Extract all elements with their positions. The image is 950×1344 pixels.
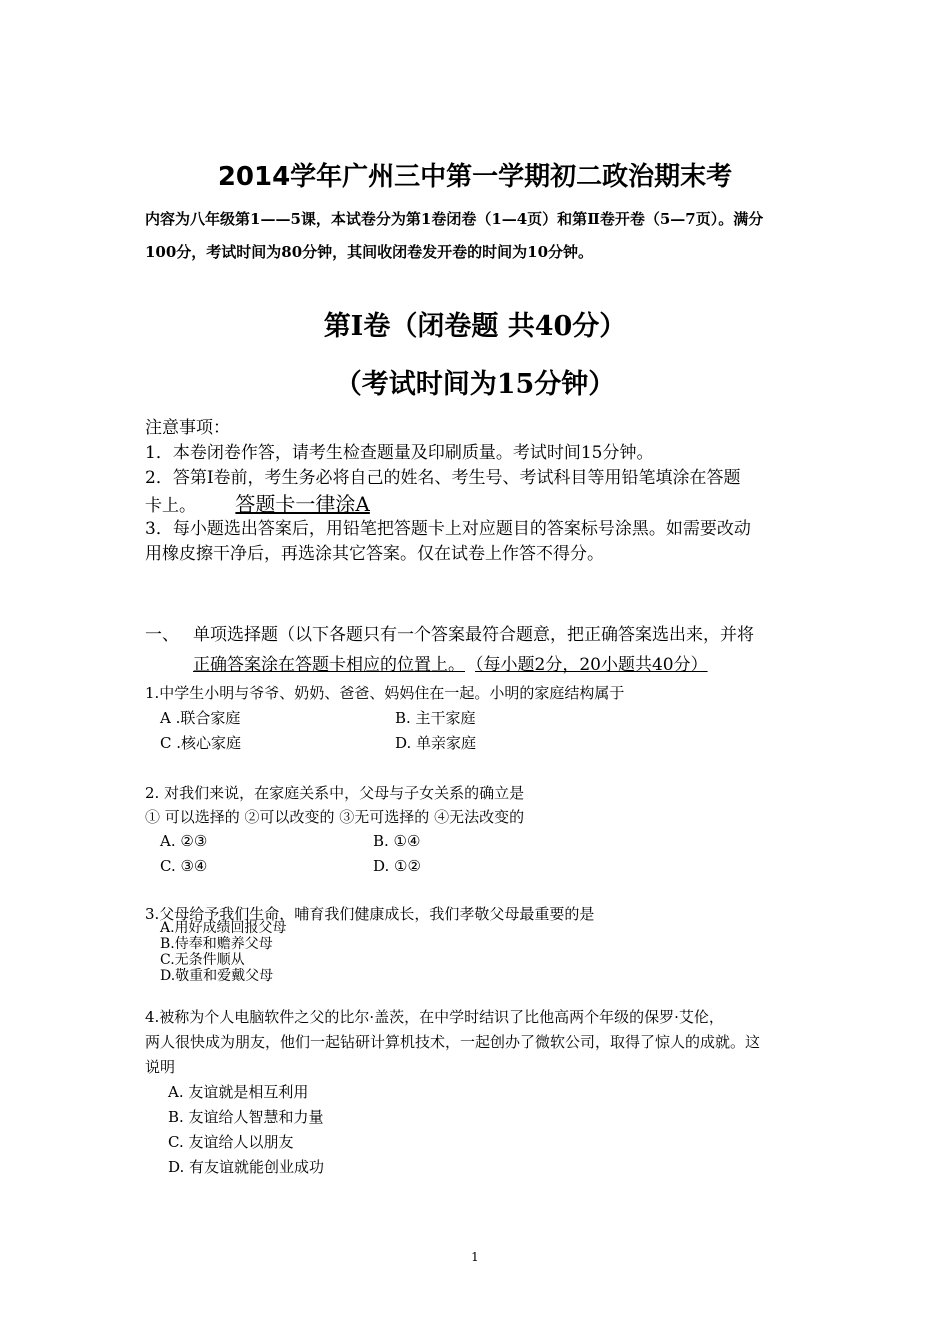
question-3-stem: 3.父母给予我们生命，哺育我们健康成长，我们孝敬父母最重要的是 — [145, 905, 595, 923]
notice-item-2: 2．答第Ⅰ卷前，考生务必将自己的姓名、考生号、考试科目等用铅笔填涂在答题 — [145, 468, 741, 488]
notice-item-3-cont: 用橡皮擦干净后，再选涂其它答案。仅在试卷上作答不得分。 — [145, 544, 604, 564]
q2-option-b: B. ①④ — [373, 832, 421, 850]
q1-option-b: B. 主干家庭 — [395, 709, 476, 727]
section-title: 第I卷（闭卷题 共40分） — [323, 311, 627, 342]
intro-line-2: 100分，考试时间为80分钟，其间收闭卷发开卷的时间为10分钟。 — [145, 243, 594, 261]
exam-title: 2014学年广州三中第一学期初二政治期末考 — [217, 162, 733, 192]
question-2-choices: ① 可以选择的 ②可以改变的 ③无可选择的 ④无法改变的 — [145, 808, 525, 826]
part-instructions-underlined: 正确答案涂在答题卡相应的位置上。 — [193, 655, 465, 675]
q4-option-c: C. 友谊给人以朋友 — [168, 1133, 294, 1151]
q2-option-c: C. ③④ — [160, 857, 208, 875]
q4-option-d: D. 有友谊就能创业成功 — [168, 1158, 325, 1176]
notice-heading: 注意事项： — [145, 418, 230, 438]
notice-item-1: 1．本卷闭卷作答，请考生检查题量及印刷质量。考试时间15分钟。 — [145, 443, 654, 463]
notice-item-3: 3．每小题选出答案后，用铅笔把答题卡上对应题目的答案标号涂黑。如需要改动 — [145, 519, 751, 539]
q1-option-d: D. 单亲家庭 — [395, 734, 477, 752]
q3-option-d: D.敬重和爱戴父母 — [160, 968, 274, 984]
notice-item-2-cont — [145, 488, 370, 517]
part-instructions: 单项选择题（以下各题只有一个答案最符合题意，把正确答案选出来，并将 — [193, 625, 754, 645]
q3-option-b: B.侍奉和赡养父母 — [160, 936, 273, 952]
q4-option-b: B. 友谊给人智慧和力量 — [168, 1108, 324, 1126]
q4-option-a: A. 友谊就是相互利用 — [168, 1083, 309, 1101]
part-number: 一、 — [145, 625, 179, 645]
section-subtitle: （考试时间为15分钟） — [334, 369, 616, 400]
answer-card-note: 答题卡一律涂A — [235, 492, 370, 516]
notice-item-2-tail: 卡上。 — [145, 496, 196, 516]
q1-option-c: C .核心家庭 — [160, 734, 242, 752]
q2-option-d: D. ①② — [373, 857, 421, 875]
q2-option-a: A. ②③ — [160, 832, 208, 850]
q1-option-a: A .联合家庭 — [160, 709, 241, 727]
page-number: 1 — [471, 1250, 479, 1264]
question-4-stem: 4.被称为个人电脑软件之父的比尔·盖茨，在中学时结识了比他高两个年级的保罗·艾伦， — [145, 1008, 724, 1026]
question-4-stem-cont: 两人很快成为朋友，他们一起钻研计算机技术，一起创办了微软公司，取得了惊人的成就。这 — [145, 1033, 761, 1051]
question-4-stem-end: 说明 — [145, 1058, 176, 1076]
q3-option-c: C.无条件顺从 — [160, 952, 245, 968]
question-2-stem: 2. 对我们来说，在家庭关系中，父母与子女关系的确立是 — [145, 784, 525, 802]
part-scoring: （每小题2分，20小题共40分） — [475, 655, 708, 675]
part-instructions-cont — [193, 650, 708, 675]
question-1-stem: 1.中学生小明与爷爷、奶奶、爸爸、妈妈住在一起。小明的家庭结构属于 — [145, 684, 625, 702]
q3-option-a: A.用好成绩回报父母 — [160, 920, 287, 936]
intro-line-1: 内容为八年级第1——5课，本试卷分为第1卷闭卷（1—4页）和第Ⅱ卷开卷（5—7页）。满分 — [145, 210, 764, 228]
